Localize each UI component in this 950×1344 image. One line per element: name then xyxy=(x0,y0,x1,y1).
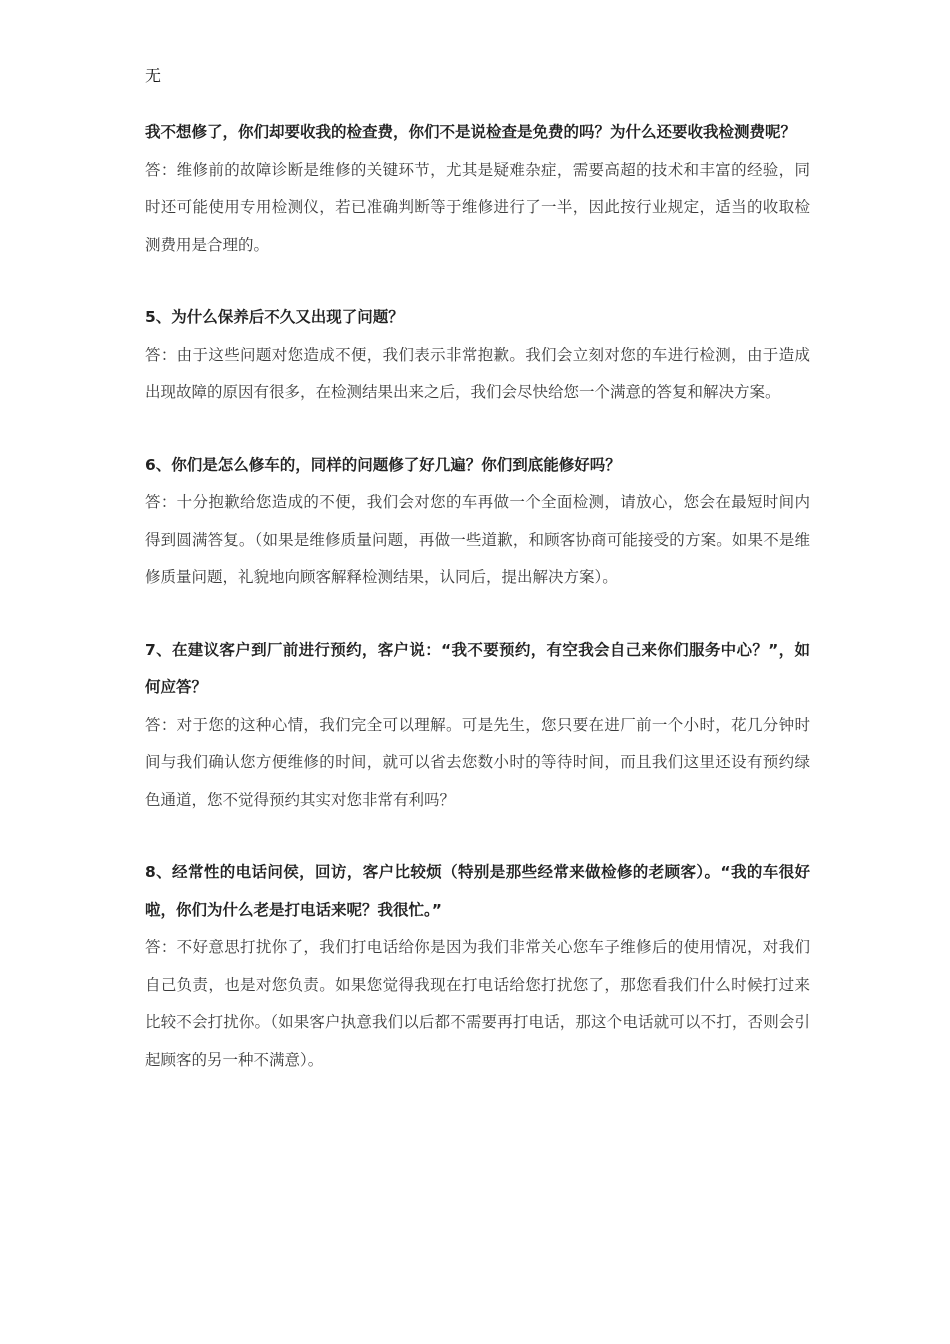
question-heading: 7、在建议客户到厂前进行预约，客户说：“我不要预约，有空我会自己来你们服务中心？”，如何应答？ xyxy=(145,640,810,696)
paragraph-gap xyxy=(145,412,810,447)
qa-item xyxy=(145,299,810,412)
paragraph-gap xyxy=(145,264,810,299)
document-page xyxy=(145,56,810,1079)
qa-item xyxy=(145,854,810,1079)
qa-item xyxy=(145,114,810,264)
question-heading: 8、经常性的电话问侯，回访，客户比较烦（特别是那些经常来做检修的老顾客）。“我的车很好啦，你们为什么老是打电话来呢？我很忙。” xyxy=(145,863,810,919)
answer-paragraph: 答：维修前的故障诊断是维修的关键环节，尤其是疑难杂症，需要高超的技术和丰富的经验，同时还可能使用专用检测仪，若已准确判断等于维修进行了一半，因此按行业规定，适当的收取检测费用是合理的。 xyxy=(145,160,810,254)
answer-paragraph: 答：不好意思打扰你了，我们打电话给你是因为我们非常关心您车子维修后的使用情况，对我们自己负责，也是对您负责。如果您觉得我现在打电话给您打扰您了，那您看我们什么时候打过来比较不会打扰你。（如果客户执意我们以后都不需要再打电话，那这个电话就可以不打，否则会引起顾客的另一种不满意）。 xyxy=(145,938,810,1069)
answer-paragraph: 答：十分抱歉给您造成的不便，我们会对您的车再做一个全面检测，请放心，您会在最短时间内得到圆满答复。（如果是维修质量问题，再做一些道歉，和顾客协商可能接受的方案。如果不是维修质量问题，礼貌地向顾客解释检测结果，认同后，提出解决方案）。 xyxy=(145,493,810,586)
qa-item xyxy=(145,632,810,820)
qa-item xyxy=(145,447,810,597)
question-heading: 5、为什么保养后不久又出现了问题？ xyxy=(145,308,404,326)
question-heading: 6、你们是怎么修车的，同样的问题修了好几遍？你们到底能修好吗？ xyxy=(145,455,621,474)
leading-text: 无 xyxy=(145,66,162,85)
question-heading: 我不想修了，你们却要收我的检查费，你们不是说检查是免费的吗？为什么还要收我检测费呢？ xyxy=(145,123,797,141)
answer-paragraph: 答：由于这些问题对您造成不便，我们表示非常抱歉。我们会立刻对您的车进行检测，由于造成出现故障的原因有很多，在检测结果出来之后，我们会尽快给您一个满意的答复和解决方案。 xyxy=(145,345,810,401)
paragraph-gap xyxy=(145,819,810,854)
paragraph-gap xyxy=(145,597,810,632)
answer-paragraph: 答：对于您的这种心情，我们完全可以理解。可是先生，您只要在进厂前一个小时，花几分钟时间与我们确认您方便维修的时间，就可以省去您数小时的等待时间，而且我们这里还设有预约绿色通道，您不觉得预约其实对您非常有利吗？ xyxy=(145,715,810,809)
